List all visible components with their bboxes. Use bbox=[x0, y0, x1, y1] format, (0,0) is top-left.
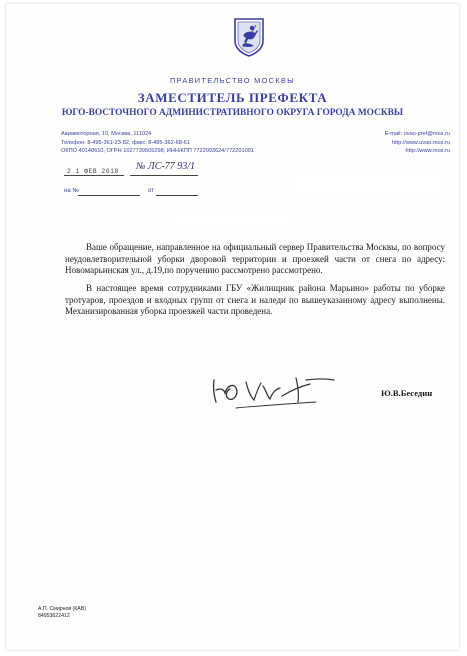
registration-codes: ОКПО 40140610, ОГРН 1027739505298, ИНН/КПП 7722093624/772201001 bbox=[61, 148, 254, 154]
ref-date-line bbox=[156, 195, 198, 196]
letter-subtitle: ЮГО-ВОСТОЧНОГО АДМИНИСТРАТИВНОГО ОКРУГА ГОРОДА МОСКВЫ bbox=[61, 108, 404, 118]
ref-date-label: от bbox=[148, 188, 154, 194]
number-underline bbox=[130, 175, 198, 176]
executor-name: А.П. Смирнов (КАВ) bbox=[38, 606, 86, 612]
handwritten-signature bbox=[206, 366, 366, 414]
phone-fax: Телефон: 8-495-361-23-82, факс: 8-495-362-68-61 bbox=[61, 139, 190, 146]
website-mos: http://www.mos.ru bbox=[405, 148, 450, 154]
contacts-right bbox=[385, 130, 450, 156]
ref-number-line bbox=[78, 195, 140, 196]
outgoing-number: № ЛС-77 93/1 bbox=[136, 161, 195, 172]
redacted-salutation bbox=[174, 209, 294, 229]
website-uvao: http://www.uvao.mos.ru bbox=[391, 139, 450, 146]
email: E-mail: uvao-pref@mos.ru bbox=[384, 131, 450, 137]
body-paragraph-1: Ваше обращение, направленное на официальный сервер Правительства Москвы, по вопросу неудовлетворительной уборки дворовой территории и проезжей части от снега по адресу: Новомарьинская ул., д.19,по поручению рассмотрено рассмотрено. bbox=[65, 242, 445, 276]
moscow-coat-of-arms-icon bbox=[233, 17, 265, 57]
redacted-recipient bbox=[296, 176, 446, 196]
contacts-left bbox=[61, 130, 254, 156]
signatory-name: Ю.В.Беседин bbox=[381, 388, 433, 398]
government-name: ПРАВИТЕЛЬСТВО МОСКВЫ bbox=[169, 76, 295, 85]
date-underline bbox=[64, 175, 124, 176]
executor-block bbox=[38, 606, 86, 620]
body-paragraph-2: В настоящее время сотрудниками ГБУ «Жилищник района Марьино» работы по уборке тротуаров, проездов и входных групп от снега и наледи по вышеуказанному адресу выполнены. Механизированная уборка проезжей части проведена. bbox=[65, 283, 445, 317]
ref-number-label: на № bbox=[64, 188, 79, 194]
letter-page bbox=[6, 4, 459, 650]
letter-title: ЗАМЕСТИТЕЛЬ ПРЕФЕКТА bbox=[137, 90, 328, 105]
address: Авиамоторная, 10, Москва, 111024 bbox=[61, 131, 152, 137]
executor-phone: 84953622412 bbox=[38, 613, 70, 620]
date-stamp: 2 1 ФЕВ 2018 bbox=[67, 168, 119, 175]
